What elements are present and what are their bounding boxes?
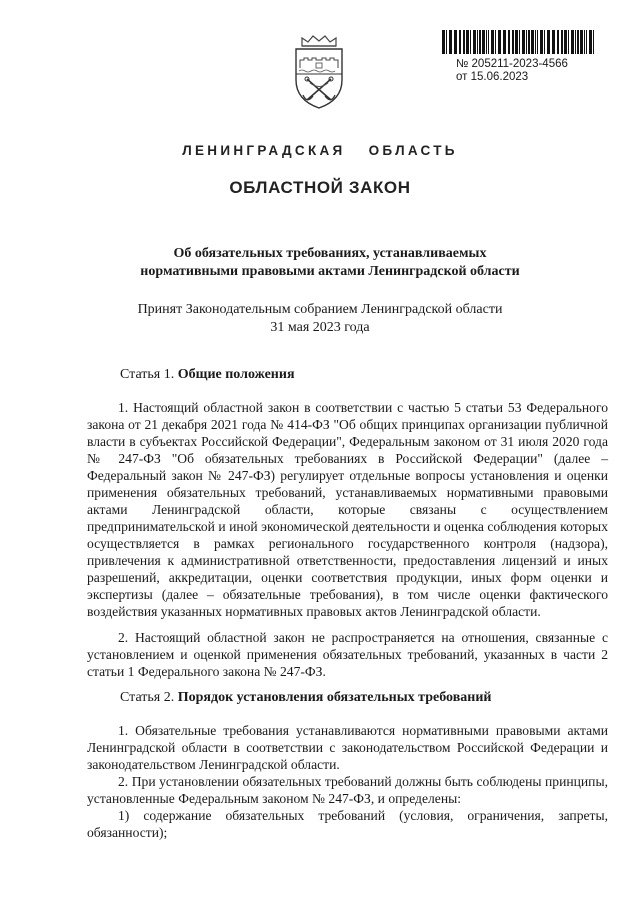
article-1-paragraph-1: 1. Настоящий областной закон в соответствии с частью 5 статьи 53 Федерального закона от 21 декабря 2021 года № 414-ФЗ "Об общих принципах организации публичной власти в субъектах Российской Федерации", Федеральным законом от 31 июля 2020 года № 247-ФЗ "Об обязательных требованиях в Российской Федерации" (далее – Федеральный закон № 247-ФЗ) регулирует отдельные вопросы установления и оценки применения обязательных требований, устанавливаемых нормативными правовыми актами Ленинградской области, которые связаны с осуществлением предпринимательской и иной экономической деятельности и оценка соблюдения которых осуществляется в рамках регионального государственного контроля (надзора), привлечения к административной ответственности, предоставления лицензий и иных разрешений, аккредитации, оценки соответствия продукции, иных форм оценки и экспертизы (далее – обязательные требования), в том числе оценки фактического воздействия указанных нормативных правовых актов Ленинградской области.: [87, 400, 608, 619]
barcode-bar: [488, 30, 489, 54]
article-2-paragraph-3: 1) содержание обязательных требований (условия, ограничения, запреты, обязанности);: [87, 808, 608, 840]
barcode-bar: [479, 30, 481, 54]
adoption-date: 31 мая 2023 года: [270, 320, 370, 335]
barcode-bar: [522, 30, 525, 54]
barcode-bar: [540, 30, 543, 54]
barcode-bar: [584, 30, 585, 54]
barcode-bar: [519, 30, 520, 54]
barcode-bar: [463, 30, 465, 54]
barcode-bar: [528, 30, 530, 54]
coat-of-arms-icon: [288, 34, 350, 110]
article-1-label: Статья 1.: [120, 367, 175, 382]
barcode-bar: [470, 30, 471, 54]
barcode-bar: [498, 30, 501, 54]
article-2-title: Порядок установления обязательных требований: [177, 690, 492, 705]
article-2-label: Статья 2.: [120, 690, 175, 705]
barcode-bar: [473, 30, 476, 54]
barcode-bar: [557, 30, 559, 54]
registration-number: № 205211-2023-4566: [456, 58, 568, 70]
barcode-bar: [526, 30, 527, 54]
barcode-bar: [491, 30, 494, 54]
barcode-bar: [449, 30, 452, 54]
barcode-bar: [561, 30, 563, 54]
barcode-bar: [508, 30, 510, 54]
article-2-paragraph-1: 1. Обязательные требования устанавливаются нормативными правовыми актами Ленинградской области в соответствии с законодательством Российской Федерации и законодательством Ленинградской области.: [87, 723, 608, 772]
barcode-bar: [482, 30, 485, 54]
barcode-bar: [515, 30, 518, 54]
barcode-bar: [568, 30, 569, 54]
barcode-bar: [580, 30, 583, 54]
adoption-note: [100, 301, 540, 337]
article-2-paragraph-2: 2. При установлении обязательных требований должны быть соблюдены принципы, установленные Федеральным законом № 247-ФЗ, и определены:: [87, 774, 608, 806]
article-1-title: Общие положения: [177, 367, 295, 382]
article-1-paragraph-2: 2. Настоящий областной закон не распространяется на отношения, связанные с установлением и оценкой применения обязательных требований, указанных в части 2 статьи 1 Федерального закона № 247-ФЗ.: [87, 630, 608, 679]
law-title-line-2: нормативными правовыми актами Ленинградской области: [140, 264, 520, 279]
barcode: [442, 30, 598, 54]
barcode-bar: [454, 30, 457, 54]
article-1-heading: [120, 367, 295, 383]
article-2-heading: [120, 690, 491, 706]
barcode-bar: [535, 30, 536, 54]
barcode-bar: [537, 30, 538, 54]
barcode-bar: [586, 30, 587, 54]
barcode-bar: [446, 30, 447, 54]
barcode-bar: [466, 30, 469, 54]
barcode-bar: [531, 30, 534, 54]
region-name: ЛЕНИНГРАДСКАЯ ОБЛАСТЬ: [182, 143, 458, 158]
barcode-bar: [564, 30, 567, 54]
barcode-bar: [593, 30, 594, 54]
barcode-bar: [589, 30, 592, 54]
registration-block: [456, 58, 568, 84]
barcode-bar: [486, 30, 487, 54]
barcode-bar: [577, 30, 579, 54]
barcode-bar: [442, 30, 445, 54]
barcode-bar: [575, 30, 576, 54]
barcode-bar: [512, 30, 514, 54]
barcode-bar: [552, 30, 555, 54]
barcode-bar: [571, 30, 574, 54]
law-type: ОБЛАСТНОЙ ЗАКОН: [229, 178, 411, 197]
law-title-line-1: Об обязательных требованиях, устанавливаемых: [173, 246, 487, 261]
barcode-bar: [547, 30, 550, 54]
adoption-note-line-1: Принят Законодательным собранием Ленинградской области: [137, 302, 503, 317]
barcode-bar: [503, 30, 506, 54]
barcode-bar: [477, 30, 478, 54]
barcode-bar: [495, 30, 496, 54]
law-title: [110, 245, 550, 281]
barcode-bar: [544, 30, 545, 54]
registration-date: от 15.06.2023: [456, 71, 529, 83]
barcode-bar: [459, 30, 461, 54]
